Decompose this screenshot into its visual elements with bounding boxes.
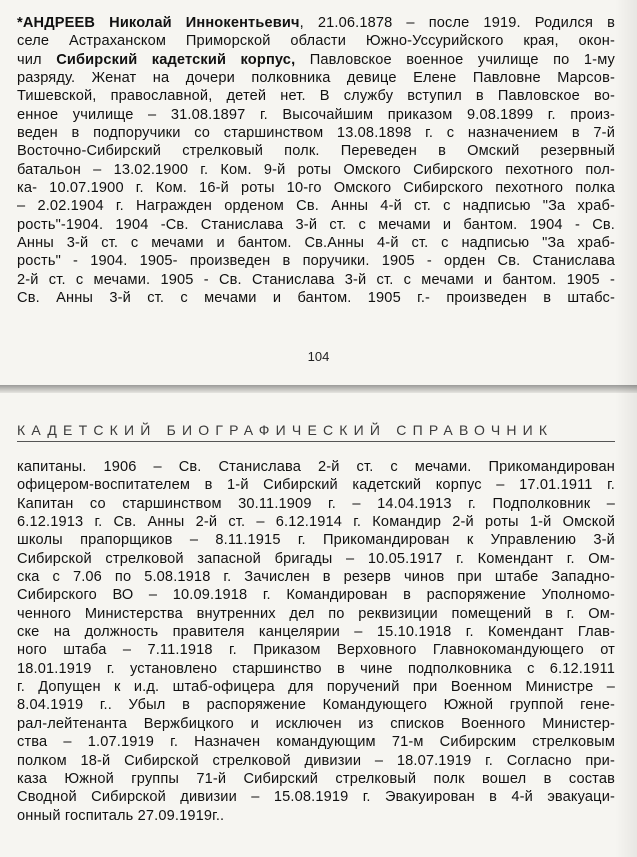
text-line: Анны 3-й ст. с мечами и бантом. Св.Анны 4-й ст. с надписью "За храб-: [17, 235, 615, 252]
text-line: 6.12.1913 г. Св. Анны 2-й ст. – 6.12.1914 г. Командир 2-й роты 1-й Омской: [17, 514, 615, 531]
text-line: 18.01.1919 г. установлено старшинство в чине подполковника с 6.12.1911: [17, 660, 615, 677]
text-line: онный госпиталь 27.09.1919г..: [17, 807, 225, 824]
text-line: – 2.02.1904 г. Награжден орденом Св. Анны 4-й ст. с надписью "За храб-: [17, 198, 615, 215]
text-line: 8.04.1919 г.. Убыл в распоряжение Командующего Южной группой гене-: [17, 697, 615, 714]
text-line: рал-лейтенанта Вержбицкого и исключен из списков Военного Министер-: [17, 715, 615, 732]
text-line: селе Астраханском Приморской области Южно-Уссурийского края, окон-: [17, 33, 615, 50]
text-line: ченного Министерства внутренних дел по реквизиции помещений в г. Ом-: [17, 605, 615, 622]
school-name: Сибирский кадетский корпус,: [56, 51, 296, 68]
text-line: енное училище – 31.08.1897 г. Высочайшим приказом 9.08.1899 г. произ-: [17, 106, 615, 123]
text-line: Сводной Сибирской дивизии – 15.08.1919 г. Эвакуирован в 4-й эвакуаци-: [17, 789, 615, 806]
text-line: *АНДРЕЕВ Николай Иннокентьевич, 21.06.1878 – после 1919. Родился в: [17, 15, 615, 31]
text-line: рость"-1904. 1904 -Св. Станислава 3-й ст. с мечами и бантом. 1904 - Св.: [17, 216, 615, 233]
text-line: Тишевской, православной, детей нет. В службу вступил в Павловское во-: [17, 88, 615, 105]
text-line: капитаны. 1906 – Св. Станислава 2-й ст. с мечами. Прикомандирован: [17, 459, 615, 475]
text-line: Капитан со старшинством 30.11.1909 г. – 14.04.1913 г. Подполковник –: [17, 495, 615, 512]
text-line: рость" - 1904. 1905- произведен в поручики. 1905 - орден Св. Станислава: [17, 253, 615, 270]
text-line: Св. Анны 3-й ст. с мечами и бантом. 1905 г.- произведен в штабс-: [17, 290, 615, 307]
text-line: школы прапорщиков – 8.11.1915 г. Прикомандирован к Управлению 3-й: [17, 532, 615, 549]
text-line: офицером-воспитателем в 1-й Сибирский кадетский корпус – 17.01.1911 г.: [17, 477, 615, 494]
text-line: полком 18-й Сибирской стрелковой дивизии – 18.07.1919 г. Согласно при-: [17, 752, 615, 769]
text-line: чил Сибирский кадетский корпус, Павловское военное училище по 1-му: [17, 51, 615, 68]
page-number: 104: [307, 349, 330, 364]
text-line: разряду. Женат на дочери полковника девице Елене Павловне Марсов-: [17, 70, 615, 87]
text-line: каза Южной группы 71-й Сибирский стрелковый полк вошел в состав: [17, 770, 615, 787]
text-line: веден в подпоручики со старшинством 13.08.1898 г. с назначением в 7-й: [17, 125, 615, 142]
header-rule: [17, 441, 615, 442]
text-line: ска с 7.06 по 5.08.1918 г. Зачислен в резерв чинов при штабе Западно-: [17, 569, 615, 586]
biography-text-bottom: [17, 458, 615, 825]
text-line: ного штаба – 7.11.1918 г. Приказом Верховного Главнокомандующего от: [17, 642, 615, 659]
text-line: ске на должность правителя канцелярии – 15.10.1918 г. Комендант Глав-: [17, 624, 615, 641]
page-gutter: [0, 385, 637, 393]
upper-page: [0, 0, 637, 385]
running-head: КАДЕТСКИЙ БИОГРАФИЧЕСКИЙ СПРАВОЧНИК: [17, 422, 554, 438]
text-line: Сибирского ВО – 10.09.1918 г. Командирован в распоряжение Уполномо-: [17, 587, 615, 604]
text-line: батальон – 13.02.1900 г. Ком. 9-й роты Омского Сибирского пехотного пол-: [17, 161, 615, 178]
entry-name: *АНДРЕЕВ Николай Иннокентьевич: [17, 15, 300, 31]
text-line: ства – 1.07.1919 г. Назначен командующим 71-м Сибирским стрелковым: [17, 734, 615, 751]
scan-edge-shadow: [615, 0, 637, 857]
text-line: Восточно-Сибирский стрелковый полк. Переведен в Омский резервный: [17, 143, 615, 160]
text-line: ка- 10.07.1900 г. Ком. 16-й роты 10-го Омского Сибирского пехотного полка: [17, 180, 615, 197]
text-line: 2-й ст. с мечами. 1905 - Св. Станислава 3-й ст. с мечами и бантом. 1905 -: [17, 271, 615, 288]
text-line: г. Допущен к и.д. штаб-офицера для поручений при Военном Министре –: [17, 679, 615, 696]
biography-text-top: [17, 14, 615, 308]
text-line: Сибирской стрелковой запасной бригады – 10.05.1917 г. Комендант г. Ом-: [17, 550, 615, 567]
